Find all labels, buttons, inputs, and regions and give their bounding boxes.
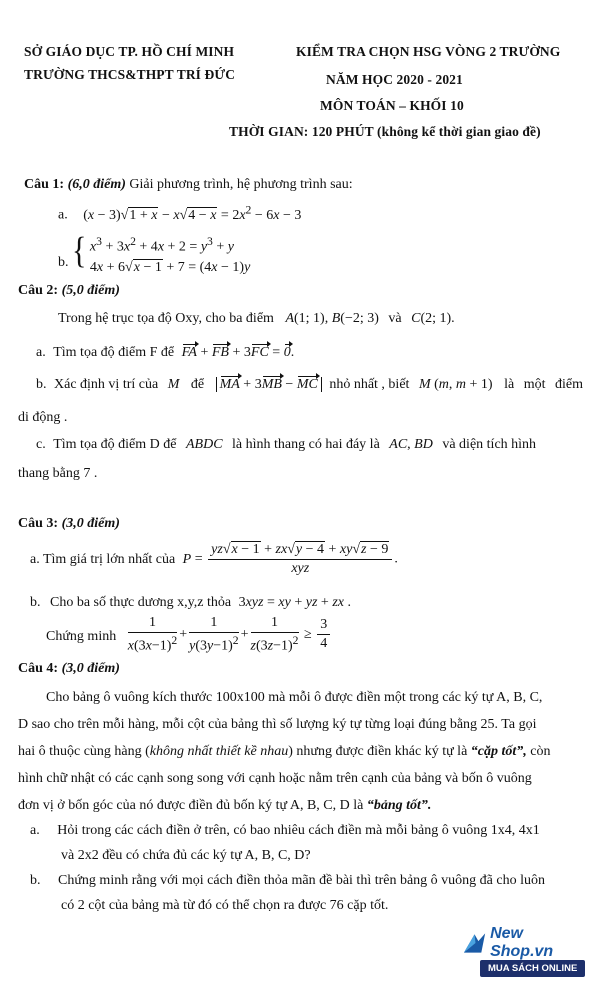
q3-label: Câu 3: bbox=[18, 516, 59, 531]
q2a-line: a. Tìm tọa độ điểm F để FA + FB + 3FC = 0. bbox=[36, 345, 295, 360]
q1-label: Câu 1: bbox=[24, 177, 65, 192]
q3-heading bbox=[18, 516, 120, 532]
q2c-label: c. bbox=[36, 437, 46, 452]
q4b-line1 bbox=[30, 873, 545, 889]
q3b-prove: Chứng minh bbox=[46, 629, 117, 645]
q1-intro: Giải phương trình, hệ phương trình sau: bbox=[125, 177, 353, 192]
q1b-system: b. { $x^3 + 3x^2 + 4x + 2 = y^3 + y$ 4x + 6√x − 1 + 7 = (4x − 1)y bbox=[58, 229, 251, 275]
q2-heading bbox=[18, 283, 120, 299]
q2-intro: Trong hệ trục tọa độ Oxy, cho ba điểm A(1; 1), B(−2; 3) và C(2; 1). bbox=[58, 311, 455, 326]
q1b-label: b. bbox=[58, 255, 69, 270]
newshop-logo bbox=[462, 925, 587, 987]
q2c-text1: Tìm tọa độ điểm D để bbox=[53, 437, 177, 452]
exam-title: KIỂM TRA CHỌN HSG VÒNG 2 TRƯỜNG bbox=[296, 44, 561, 59]
q4-p3a: hai ô thuộc cùng hàng ( bbox=[18, 744, 150, 759]
q3-points: (3,0 điểm) bbox=[61, 516, 120, 531]
q2b-text3: nhỏ nhất , biết bbox=[329, 377, 410, 392]
school-year: NĂM HỌC 2020 - 2021 bbox=[326, 72, 463, 87]
q3b-inequality: Chứng minh $\frac{1}{x(3x-1)^2}$ + $\frac{1}{y(3y-1)^2}$ + $\frac{1}{z(3z-1)^2}$ ≥ $\frac{3}{4}$ bbox=[46, 615, 332, 655]
q2b-text2: để bbox=[190, 377, 205, 392]
q2-intro-text: Trong hệ trục tọa độ Oxy, cho ba điểm bbox=[58, 311, 274, 326]
q2c-text2: là hình thang có hai đáy là bbox=[232, 437, 380, 452]
q4-heading bbox=[18, 661, 120, 677]
q3b-line: b. Cho ba số thực dương x,y,z thỏa 3xyz = xy + yz + zx . bbox=[30, 595, 351, 610]
logo-tagline: MUA SÁCH ONLINE bbox=[480, 960, 585, 977]
q3a-text: a. Tìm giá trị lớn nhất của bbox=[30, 551, 176, 567]
q2b-line2: di động . bbox=[18, 410, 68, 425]
exam-time: THỜI GIAN: 120 PHÚT (không kể thời gian giao đề) bbox=[229, 124, 541, 139]
q4a-label: a. bbox=[30, 823, 40, 838]
q4-p5 bbox=[18, 798, 431, 814]
q4b-line2: có 2 cột của bảng mà từ đó có thể chọn ra được 76 cặp tốt. bbox=[61, 898, 389, 913]
q4-p5a: đơn vị ở bốn góc của nó được điền đủ bốn ký tự A, B, C, D là bbox=[18, 798, 367, 813]
q4b-label: b. bbox=[30, 873, 41, 888]
newshop-arrow-icon bbox=[462, 931, 487, 955]
q2b-text4: là một điểm bbox=[504, 377, 583, 392]
q4-p3e: còn bbox=[526, 744, 551, 759]
q4-p4: hình chữ nhật có các cạnh song song với cạnh hoặc nằm trên cạnh của bảng và bốn ô vuông bbox=[18, 771, 532, 786]
q4-p3c: ) nhưng được điền khác ký tự là bbox=[288, 744, 471, 759]
q2c-line: c. Tìm tọa độ điểm D để ABDC là hình thang có hai đáy là AC, BD và diện tích hình bbox=[36, 437, 537, 452]
q4-label: Câu 4: bbox=[18, 661, 59, 676]
q4a-line1 bbox=[30, 823, 540, 839]
q1-heading bbox=[24, 177, 353, 193]
q4-p3b: không nhất thiết kề nhau bbox=[149, 744, 289, 759]
q4-p5b: “bảng tốt”. bbox=[366, 798, 432, 813]
q2-points: (5,0 điểm) bbox=[61, 283, 120, 298]
q2-and: và bbox=[388, 311, 402, 326]
q2c-text3: và diện tích hình bbox=[442, 437, 537, 452]
q1a-equation: a. $(x - 3)√1 + x - x√4 - x = 2x^2 - 6x - 3$ bbox=[58, 203, 302, 223]
q4-p3d: “cặp tốt”, bbox=[470, 744, 527, 759]
q2b-text1: Xác định vị trí của bbox=[54, 377, 159, 392]
q4-p2: D sao cho trên mỗi hàng, mỗi cột của bảng thì số lượng ký tự từng loại đúng bằng 25. Ta gọi bbox=[18, 717, 537, 732]
logo-name: New Shop.vn bbox=[490, 925, 554, 960]
department-name: SỞ GIÁO DỤC TP. HỒ CHÍ MINH bbox=[24, 44, 235, 59]
q1-points: (6,0 điểm) bbox=[67, 177, 126, 192]
q2c-line2: thang bằng 7 . bbox=[18, 466, 98, 481]
subject: MÔN TOÁN – KHỐI 10 bbox=[320, 98, 464, 113]
q2a-label: a. bbox=[36, 345, 46, 360]
q2-label: Câu 2: bbox=[18, 283, 59, 298]
q1a-label: a. bbox=[58, 207, 68, 223]
q4a-line2: và 2x2 đều có chứa đủ các ký tự A, B, C, D? bbox=[61, 848, 311, 863]
q2a-text: Tìm tọa độ điểm F để bbox=[53, 345, 175, 360]
q3b-text: Cho ba số thực dương x,y,z thỏa bbox=[50, 595, 232, 610]
q4-points: (3,0 điểm) bbox=[61, 661, 120, 676]
q4-p1: Cho bảng ô vuông kích thước 100x100 mà mỗi ô được điền một trong các ký tự A, B, C, bbox=[46, 690, 543, 705]
q3b-label: b. bbox=[30, 595, 41, 610]
q2b-label: b. bbox=[36, 377, 47, 392]
q4a-text1: Hỏi trong các cách điền ở trên, có bao nhiêu cách điền mà mỗi bảng ô vuông 1x4, 4x1 bbox=[57, 823, 540, 838]
q3a-line: a. Tìm giá trị lớn nhất của P = $\frac{yz√x - 1 + zx√y - 4 + xy√z - 9}{\text{xyz}}$ . bbox=[30, 542, 398, 576]
school-name: TRƯỜNG THCS&THPT TRÍ ĐỨC bbox=[24, 67, 236, 82]
q2b-line: b. Xác định vị trí của M để MA + 3MB − MC nhỏ nhất , biết M (m, m + 1) là một điểm bbox=[36, 377, 583, 392]
q4b-text1: Chứng minh rằng với mọi cách điền thỏa mãn đề bài thì trên bảng ô vuông đã cho luôn bbox=[58, 873, 545, 888]
q4-p3 bbox=[18, 744, 551, 760]
